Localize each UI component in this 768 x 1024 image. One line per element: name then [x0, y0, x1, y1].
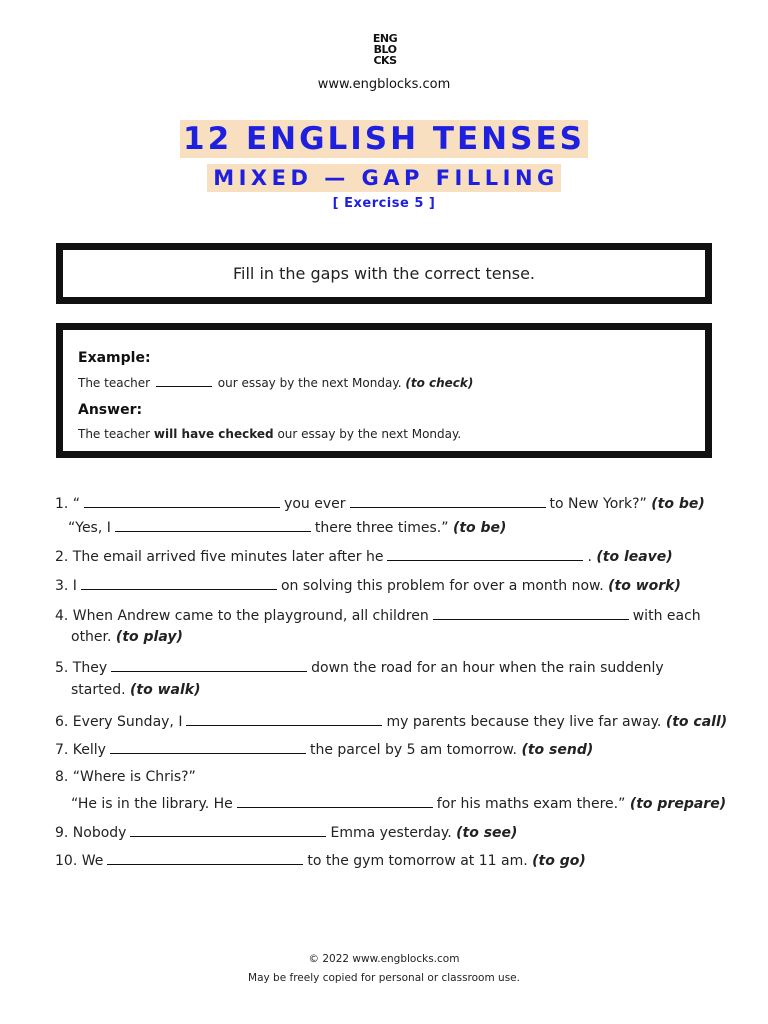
logo-line: ENG	[372, 32, 398, 45]
question-8-line-1: 8. “Where is Chris?”	[55, 769, 196, 785]
hint: (to see)	[456, 825, 518, 841]
engblocks-logo	[365, 33, 405, 66]
example-sentence: The teacher our essay by the next Monday. (to check)	[78, 376, 474, 390]
hint: (to play)	[115, 629, 183, 645]
question-6: 6. Every Sunday, I my parents because they live far away. (to call)	[55, 711, 735, 731]
example-gap	[156, 376, 212, 387]
gap-1a[interactable]	[84, 493, 280, 508]
gap-2[interactable]	[387, 546, 583, 561]
site-url: www.engblocks.com	[317, 77, 451, 92]
logo-line: CKS	[373, 54, 397, 67]
hint: (to walk)	[130, 682, 201, 698]
gap-3[interactable]	[81, 575, 277, 590]
gap-5[interactable]	[111, 657, 307, 672]
question-10: 10. We to the gym tomorrow at 11 am. (to go)	[55, 850, 735, 870]
instruction-box	[56, 243, 712, 304]
question-9: 9. Nobody Emma yesterday. (to see)	[55, 822, 735, 842]
hint: (to leave)	[596, 549, 673, 565]
gap-1c[interactable]	[115, 517, 311, 532]
gap-9[interactable]	[130, 822, 326, 837]
instruction-text: Fill in the gaps with the correct tense.	[232, 264, 536, 283]
hint: (to work)	[608, 578, 681, 594]
exercise-number: [ Exercise 5 ]	[332, 196, 436, 211]
question-2: 2. The email arrived five minutes later after he . (to leave)	[55, 546, 735, 566]
footer-license: May be freely copied for personal or classroom use.	[248, 972, 520, 984]
answer-sentence: The teacher will have checked our essay by the next Monday.	[78, 427, 462, 441]
hint: (to call)	[665, 714, 728, 730]
hint: (to prepare)	[629, 796, 727, 812]
footer-copyright: © 2022 www.engblocks.com	[308, 953, 460, 965]
gap-4[interactable]	[433, 605, 629, 620]
answer-label: Answer:	[78, 402, 143, 418]
question-7: 7. Kelly the parcel by 5 am tomorrow. (to send)	[55, 739, 735, 759]
gap-7[interactable]	[110, 739, 306, 754]
logo-line: BLO	[373, 43, 397, 56]
worksheet-title: 12 ENGLISH TENSES	[180, 120, 588, 158]
hint: (to be)	[452, 520, 507, 536]
gap-8[interactable]	[237, 793, 433, 808]
gap-6[interactable]	[186, 711, 382, 726]
gap-1b[interactable]	[350, 493, 546, 508]
question-4-line-1: 4. When Andrew came to the playground, all children with each	[55, 605, 735, 625]
hint: (to send)	[521, 742, 594, 758]
question-1-line-2: “Yes, I there three times.” (to be)	[68, 517, 748, 537]
example-box	[56, 323, 712, 458]
hint: (to be)	[651, 496, 705, 512]
example-hint: (to check)	[405, 376, 474, 390]
question-1-line-1: 1. “ you ever to New York?” (to be)	[55, 493, 735, 513]
question-4-line-2: other. (to play)	[71, 629, 183, 645]
hint: (to go)	[532, 853, 586, 869]
question-5-line-1: 5. They down the road for an hour when the rain suddenly	[55, 657, 735, 677]
example-label: Example:	[78, 350, 151, 366]
question-3: 3. I on solving this problem for over a month now. (to work)	[55, 575, 735, 595]
question-5-line-2: started. (to walk)	[71, 682, 201, 698]
gap-10[interactable]	[107, 850, 303, 865]
answer-highlight: will have checked	[153, 427, 274, 441]
question-8-line-2: “He is in the library. He for his maths exam there.” (to prepare)	[71, 793, 751, 813]
worksheet-subtitle: MIXED — GAP FILLING	[207, 164, 561, 192]
